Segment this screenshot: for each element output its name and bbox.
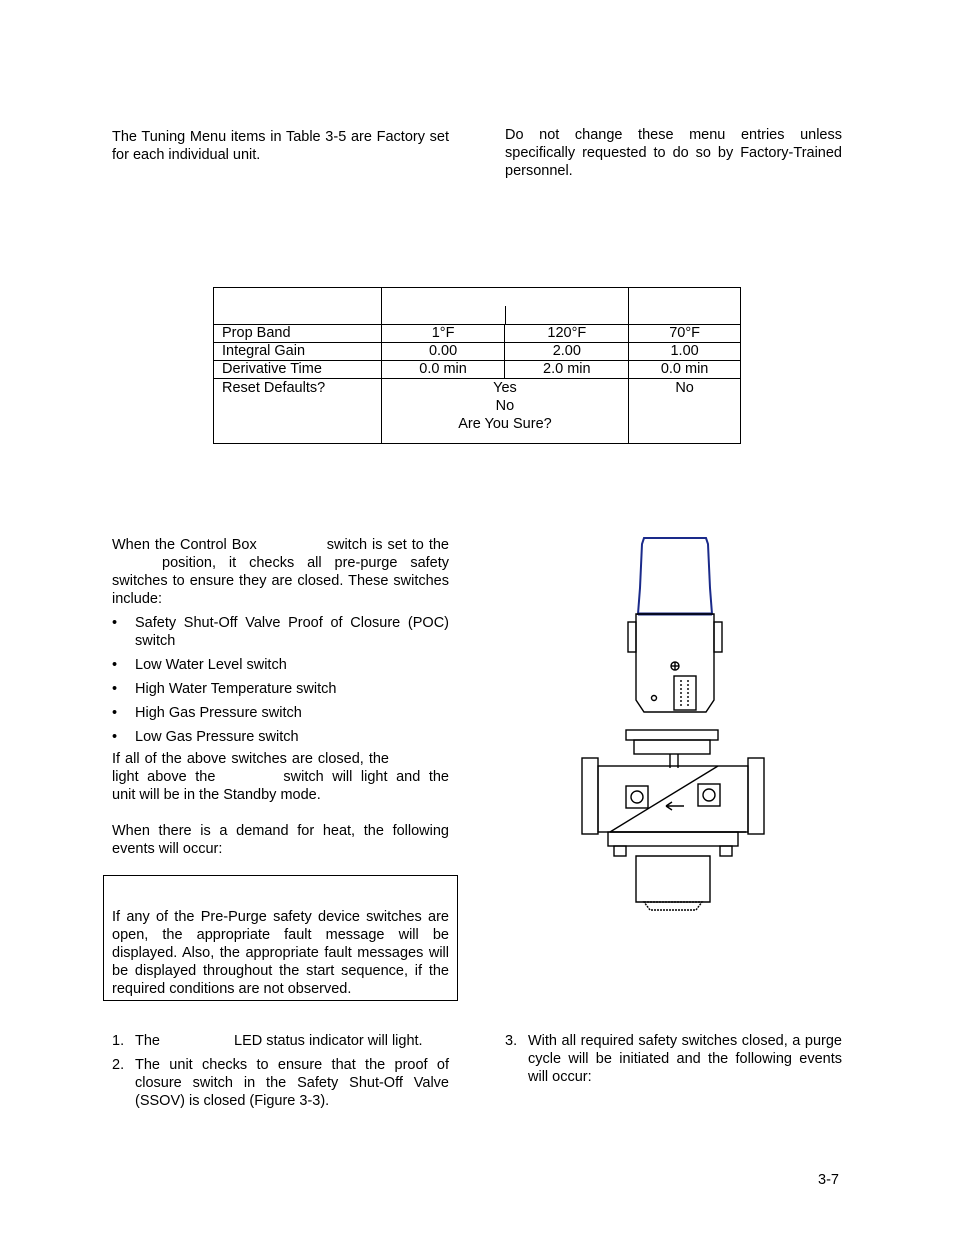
reset-choice-confirm: Are You Sure?: [458, 416, 552, 432]
table-row: [214, 361, 741, 379]
list-item: • Low Gas Pressure switch: [112, 728, 449, 746]
cell-min: 0.00: [381, 343, 505, 361]
table-header-row: [214, 288, 741, 325]
text-span: position, it checks all pre-purge safety switches to ensure they are closed. These switches include:: [112, 555, 449, 607]
actuator-cap: [638, 538, 712, 614]
reset-choice-yes: Yes: [493, 380, 517, 396]
list-item: • High Water Temperature switch: [112, 680, 449, 698]
intro-left: The Tuning Menu items in Table 3-5 are Factory set for each individual unit.: [112, 129, 449, 163]
cell-item: Reset Defaults?: [214, 379, 382, 444]
intro-right: Do not change these menu entries unless specifically requested to do so by Factory-Trained personnel.: [505, 127, 842, 179]
list-item: • High Gas Pressure switch: [112, 704, 449, 722]
text-span: switch is set to the: [326, 537, 449, 553]
steps-right: [505, 1032, 842, 1092]
steps-list: [505, 1032, 842, 1086]
text-span: light above the: [112, 769, 216, 785]
paragraph-demand: When there is a demand for heat, the following events will occur:: [112, 823, 449, 857]
cell-item: Integral Gain: [214, 343, 382, 361]
note-box: [103, 875, 458, 1001]
cell-min: 0.0 min: [381, 361, 505, 379]
reset-choice-no: No: [495, 398, 515, 414]
switch-list: [112, 614, 449, 746]
steps-left: [112, 1032, 449, 1116]
startup-section: [112, 536, 449, 858]
table-row: [214, 343, 741, 361]
cell-min: 1°F: [381, 325, 505, 343]
text-span: The unit checks to ensure that the proof of closure switch in the Safety Shut-Off Valve (SSOV) is closed (Figure 3-3).: [135, 1057, 449, 1109]
list-item: • Safety Shut-Off Valve Proof of Closure (POC) switch: [112, 614, 449, 650]
step-item: [112, 1032, 449, 1050]
step-number: 2.: [112, 1057, 125, 1073]
header-cell-item: [214, 288, 382, 325]
step-number: 1.: [112, 1033, 125, 1049]
cell-default: 70°F: [629, 325, 741, 343]
step-item: [505, 1032, 842, 1086]
table-row-reset: [214, 379, 741, 444]
cell-reset-choices: [381, 379, 629, 444]
cell-default: 1.00: [629, 343, 741, 361]
cell-item: Prop Band: [214, 325, 382, 343]
header-cell-range: [381, 288, 629, 325]
tuning-table: [213, 287, 741, 444]
text-span: LED status indicator will light.: [234, 1033, 423, 1049]
header-cell-default: [629, 288, 741, 325]
paragraph-control-box: [112, 536, 449, 608]
text-span: If all of the above switches are closed, the: [112, 751, 389, 767]
cell-item: Derivative Time: [214, 361, 382, 379]
page-number: 3-7: [818, 1172, 839, 1188]
step-item: [112, 1056, 449, 1110]
text-span: The: [135, 1033, 160, 1049]
text-span: When the Control Box: [112, 537, 257, 553]
text-span: switch will light and the unit will be in the Standby mode.: [112, 769, 449, 803]
table-row: [214, 325, 741, 343]
text-span: With all required safety switches closed, a purge cycle will be initiated and the following events will occur:: [528, 1033, 842, 1085]
cell-max: 2.0 min: [505, 361, 629, 379]
note-text: If any of the Pre-Purge safety device switches are open, the appropriate fault message will be displayed. Also, the appropriate fault messages will be displayed throughout the start sequence, if the required conditions are not observed.: [112, 909, 449, 997]
cell-default: No: [629, 379, 741, 444]
cell-max: 120°F: [505, 325, 629, 343]
steps-list: [112, 1032, 449, 1110]
step-number: 3.: [505, 1033, 518, 1049]
cell-max: 2.00: [505, 343, 629, 361]
header-divider: [505, 306, 506, 324]
list-item: • Low Water Level switch: [112, 656, 449, 674]
paragraph-standby: [112, 750, 449, 804]
ssov-valve-figure: [570, 530, 780, 920]
cell-default: 0.0 min: [629, 361, 741, 379]
